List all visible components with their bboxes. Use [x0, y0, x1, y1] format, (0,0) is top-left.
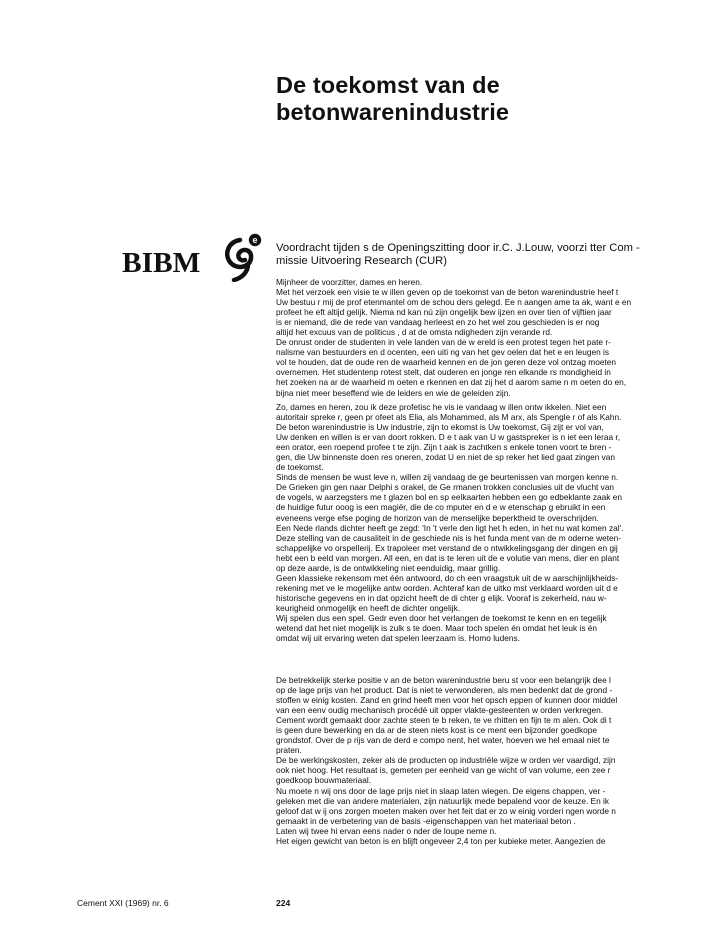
text-line: rekening met ve le mogelijke antw oorden. Achteraf kan de uitko mst verklaard worden uit d e [276, 582, 618, 593]
text-line: De onrust onder de studenten in vele landen van de w ereld is een protest tegen het pate r- [276, 337, 611, 348]
text-line: altijd het excuus van de politicus , d at de omsta ndigheden zijn verande rd. [276, 327, 553, 338]
text-line: omdat wij uit ervaring weten dat spelen leerzaam is. Homo ludens. [276, 633, 520, 644]
subtitle-line: missie Uitvoering Research (CUR) [276, 255, 447, 267]
text-line: van een eenv oudig mechanisch procédé uit opper vlakte-gesteenten w orden verkregen. [276, 705, 604, 716]
subtitle-line: Voordracht tijden s de Openingszitting door ir.C. J.Louw, voorzi tter Com - [276, 242, 640, 254]
text-line: gen, die Uw binnenste doen res oneren, zodat U en niet de sp reker het lied gaat zingen van [276, 452, 616, 463]
text-line: profeet he eft altijd gelijk. Niema nd kan nú zijn ongelijk bew ijzen en over tien of vijftien jaar [276, 307, 612, 318]
logo-wordmark: BIBM [122, 248, 201, 279]
text-line: praten. [276, 745, 302, 756]
lecture-subtitle [276, 242, 688, 268]
text-line: historische gegevens en in dat opzicht heeft de di chter g elijk. Vooraf is zekerheid, nau w- [276, 592, 607, 603]
text-line: Het eigen gewicht van beton is en blijft ongeveer 2,4 ton per kubieke meter. Aangezien de [276, 835, 606, 846]
text-line: Wij spelen dus een spel. Gedr even door het verlangen de toekomst te kenn en en tegelijk [276, 612, 607, 623]
bibm-logo [120, 232, 270, 282]
text-line: goedkoop bouwmateriaal. [276, 775, 372, 786]
text-line: Laten wij twee hi ervan eens nader o nder de loupe neme n. [276, 825, 497, 836]
text-line: De betrekkelijk sterke positie v an de beton warenindustrie beru st voor een belangrijk dee l [276, 675, 611, 685]
text-line: op deze aarde, is de ontwikkeling niet eenduidig, maar grillig. [276, 562, 501, 573]
text-line: Deze stelling van de causaliteit in de geschiede nis is het funda ment van de m oderne weten- [276, 532, 621, 543]
text-line: op de lage prijs van het product. Dat is niet te verwonderen, als men bedenkt dat de grond - [276, 685, 613, 696]
text-line: een orator, een roepend profee t te zijn. Zijn t aak is zachtken s enkele tonen voort te bren - [276, 442, 612, 453]
page-number: 224 [276, 898, 291, 908]
text-line: De beton warenindustrie is Uw industrie, zijn to ekomst is Uw toekomst, Gij zijt er vol van, [276, 422, 604, 433]
text-line: geleken met die van andere materialen, zijn natuurlijk mede bepalend voor de keuze. En ik [276, 795, 609, 806]
text-line: Uw bestuu r mij de prof etenmantel om de schou ders gelegd. Ee n aangen ame ta ak, want e en [276, 297, 632, 308]
text-line: nalisme van bestuurders en d ocenten, een uiti ng van het gev oelen dat het e en leugen is [276, 347, 610, 358]
text-line: het zoeken na ar de waarheid m oeten e rkennen en dat zij het d aarom same n m oeten do en, [276, 377, 627, 388]
text-line: overnemen. Het studentenp rotest stelt, dat ouderen en jonge ren elkande rs mondigheid in [276, 367, 611, 378]
text-line: Cement wordt gemaakt door zachte steen te b reken, te ve rhitten en fijn te m alen. Ook di t [276, 715, 612, 726]
text-line: de huidige futur ooog is een magiër, die de co mputer en d e w etenschap g ebruikt in een [276, 502, 606, 513]
text-line: ook niet hoog. Het resultaat is, gemeten per eenheid van ge wicht of van volume, een zee r [276, 765, 611, 776]
text-line: is er niemand, die de rede van vandaag herleest en zo het wel zou geschieden is er nog [276, 317, 600, 328]
logo-swirl-icon [218, 232, 268, 282]
text-line: Geen klassieke rekensom met één antwoord, do ch een vraagstuk uit de w aarschijnlijkheids- [276, 572, 619, 583]
text-line: de vogels, w aarzegsters me t glazen bol en sp eelkaarten hebben een go edbeklante zaak en [276, 492, 622, 503]
text-line: Mijnheer de voorzitter, dames en heren. [276, 277, 423, 287]
text-line: Zo, dames en heren, zou ik deze profetisc he vis ie vandaag w illen ontw ikkelen. Niet een [276, 402, 607, 412]
article-title [276, 72, 696, 126]
text-line: grondstof. Over de p rijs van de derd e compo nent, het water, hoeven we hel emaal niet te [276, 735, 610, 746]
text-line: schappelijke vo orspellerij. Ex trapoleer met verstand de o ntwikkelingsgang der dingen en gij [276, 542, 618, 553]
paragraph-product-price [276, 675, 688, 846]
text-line: Met het verzoek een visie te w illen geven op de toekomst van de beton warenindustrie heef t [276, 287, 619, 298]
text-line: Uw denken en willen is er van doort rokken. D e t aak van U w gastspreker is n iet een leraa r, [276, 432, 621, 443]
text-line: Nu moete n wij ons door de lage prijs niet in slaap laten wiegen. De eigens chappen, ver - [276, 785, 606, 796]
text-line: gemaakt in de verbetering van de basis -eigenschappen van het materiaal beton . [276, 815, 576, 826]
paragraph-prophecy [276, 402, 688, 643]
title-line: betonwarenindustrie [276, 99, 510, 125]
text-line: stoffen w einig kosten. Zand en grind heeft men voor het opsch eppen of kunnen door middel [276, 695, 618, 706]
text-line: De Grieken gin gen naar Delphi s orakel, de Ge rmanen trokken conclusies uit de vlucht van [276, 482, 615, 493]
text-line: is geen dure bewerking en da ar de steen niets kost is ce ment een bijzonder goedkope [276, 725, 598, 736]
paragraph-opening [276, 277, 688, 398]
text-line: hebt een b eeld van morgen. All een, en dat is te leren uit de e volutie van mens, dier en plant [276, 552, 620, 563]
text-line: eveneens verge efse poging de horizon van de menselijke beperktheid te overschrijden. [276, 512, 599, 523]
text-line: vol te houden, dat de oude ren de waarheid kennen en de jon geren deze vol ontzag moeten [276, 357, 616, 368]
text-line: de toekomst. [276, 462, 324, 473]
text-line: autoritair spreke r, geen pr ofeet als Elia, als Mohammed, als M arx, als Spengle r of als Kahn. [276, 412, 622, 423]
journal-reference: Cement XXI (1969) nr. 6 [77, 898, 169, 908]
text-line: wetend dat het niet mogelijk is zulk s te doen. Maar toch spelen én omdat het leuk is én [276, 623, 597, 634]
logo-badge: e [252, 235, 258, 245]
title-line: De toekomst van de [276, 72, 500, 98]
text-line: bijna niet meer beseffend wie de leiders en wie de geleiden zijn. [276, 387, 511, 398]
text-line: De be werkingskosten, zeker als de producten op industriële wijze w orden ver vaardigd, zijn [276, 755, 616, 766]
text-line: Een Nede rlands dichter heeft ge zegd: 'In 't verle den ligt het h eden, in het nu wat komen zal'. [276, 522, 624, 533]
text-line: Sinds de mensen be wust leve n, willen zij vandaag de ge beurtenissen van morgen kenne n. [276, 472, 619, 483]
text-line: keurigheid onmogelijk en heeft de dichter ongelijk. [276, 602, 461, 613]
text-line: geloof dat w ij ons zorgen moeten maken over het feit dat er zo w einig vorderi ngen worde n [276, 805, 616, 816]
